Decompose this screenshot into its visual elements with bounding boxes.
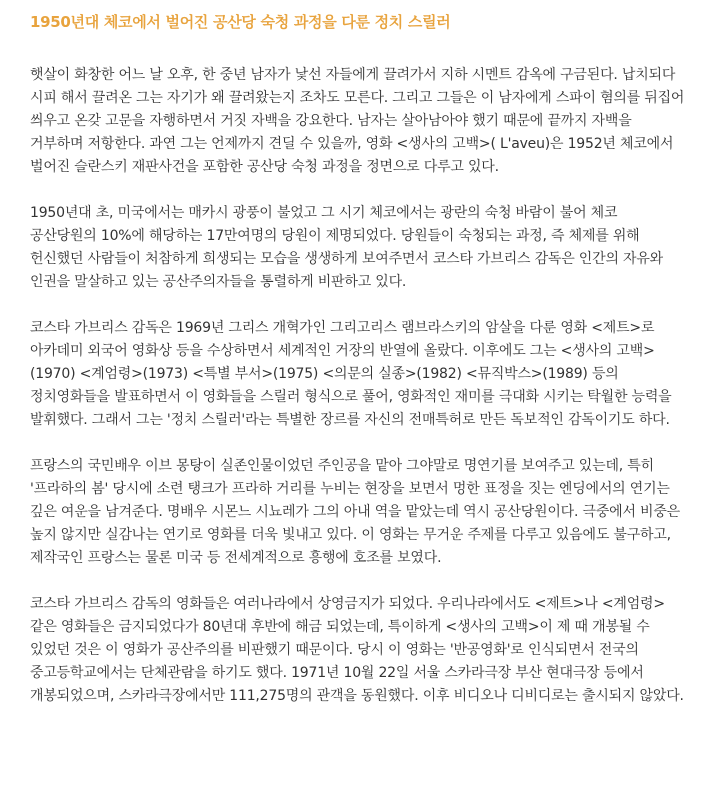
article-paragraph-1: 햇살이 화창한 어느 날 오후, 한 중년 남자가 낯선 자들에게 끌려가서 지하 시멘트 감옥에 구금된다. 납치되다 시피 해서 끌려온 그는 자기가 왜 끌려왔는지 조차도 모른다. 그리고 그들은 이 남자에게 스파이 혐의를 뒤집어 씌우고 온갖 고문을 자행하면서 거짓 자백을 강요한다. 남자는 살아남아야 했기 때문에 끝까지 자백을 거부하며 저항한다. 과연 그는 언제까지 견딜 수 있을까, 영화 <생사의 고백>( L'aveu)은 1952년 체코에서 벌어진 슬란스키 재판사건을 포함한 공산당 숙청 과정을 정면으로 다루고 있다. <box>30 67 685 175</box>
article-paragraph-5: 코스타 가브리스 감독의 영화들은 여러나라에서 상영금지가 되었다. 우리나라에서도 <제트>나 <계엄령> 같은 영화들은 금지되었다가 80년대 후반에 해금 되었는데, 특이하게 <생사의 고백>이 제 때 개봉될 수 있었던 것은 이 영화가 공산주의를 비판했기 때문이다. 당시 이 영화는 '반공영화'로 인식되면서 전국의 중고등학교에서는 단체관람을 하기도 했다. 1971년 10월 22일 서울 스카라극장 부산 현대극장 등에서 개봉되었으며, 스카라극장에서만 111,275명의 관객을 동원했다. 이후 비디오나 디비디로는 출시되지 않았다. <box>30 596 684 704</box>
article-title: 1950년대 체코에서 벌어진 공산당 숙청 과정을 다룬 정치 스릴러 <box>30 13 451 31</box>
article-paragraph-3: 코스타 가브리스 감독은 1969년 그리스 개혁가인 그리고리스 램브라스키의 암살을 다룬 영화 <제트>로 아카데미 외국어 영화상 등을 수상하면서 세계적인 거장의 반열에 올랐다. 이후에도 그는 <생사의 고백>(1970) <계엄령>(1973) <특별 부서>(1975) <의문의 실종>(1982) <뮤직박스>(1989) 등의 정치영화들을 발표하면서 이 영화들을 스릴러 형식으로 풀어, 영화적인 재미를 극대화 시키는 탁월한 능력을 발휘했다. 그래서 그는 '정치 스릴러'라는 특별한 장르를 자신의 전매특허로 만든 독보적인 감독이기도 하다. <box>30 320 672 428</box>
article-paragraph-4: 프랑스의 국민배우 이브 몽탕이 실존인물이었던 주인공을 맡아 그야말로 명연기를 보여주고 있는데, 특히 '프라하의 봄' 당시에 소련 탱크가 프라하 거리를 누비는 현장을 보면서 멍한 표정을 짓는 엔딩에서의 연기는 깊은 여운을 남겨준다. 명배우 시몬느 시뇨레가 그의 아내 역을 맡았는데 역시 공산당원이다. 극중에서 비중은 높지 않지만 실감나는 연기로 영화를 더욱 빛내고 있다. 이 영화는 무거운 주제를 다루고 있음에도 불구하고, 제작국인 프랑스는 물론 미국 등 전세계적으로 흥행에 호조를 보였다. <box>30 458 681 566</box>
article-paragraph-2: 1950년대 초, 미국에서는 매카시 광풍이 불었고 그 시기 체코에서는 광란의 숙청 바람이 불어 체코 공산당원의 10%에 해당하는 17만여명의 당원이 제명되었다. 당원들이 숙청되는 과정, 즉 체제를 위해 헌신했던 사람들이 처참하게 희생되는 모습을 생생하게 보여주면서 코스타 가브리스 감독은 인간의 자유와 인권을 말살하고 있는 공산주의자들을 통렬하게 비판하고 있다. <box>30 205 664 290</box>
